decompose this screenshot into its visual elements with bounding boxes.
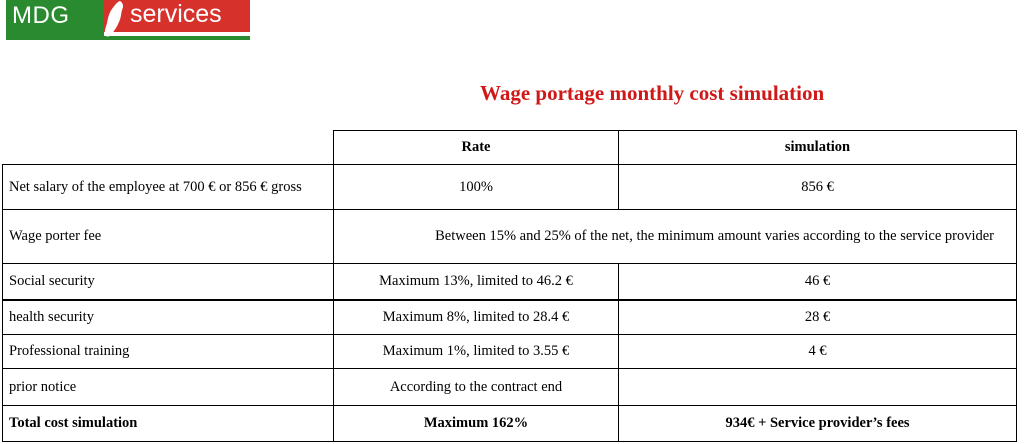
row-simulation: 28 € [619,300,1017,335]
table-row [3,369,1017,406]
total-simulation: 934€ + Service provider’s fees [619,406,1017,442]
row-label: prior notice [3,369,334,406]
header-rate: Rate [334,131,619,165]
row-simulation: 46 € [619,264,1017,300]
row-label: Social security [3,264,334,300]
row-rate: Maximum 8%, limited to 28.4 € [334,300,619,335]
row-simulation: 4 € [619,335,1017,369]
madagascar-map-icon [100,0,130,38]
row-simulation [619,369,1017,406]
table-row [3,335,1017,369]
mdg-services-logo [6,0,250,40]
row-rate: Maximum 13%, limited to 46.2 € [334,264,619,300]
total-rate: Maximum 162% [334,406,619,442]
row-rate: 100% [334,165,619,210]
table-header-row [3,131,1017,165]
row-rate: According to the contract end [334,369,619,406]
table-row [3,300,1017,335]
logo-services-text: services [130,0,222,28]
row-simulation: 856 € [619,165,1017,210]
total-label: Total cost simulation [3,406,334,442]
table-row [3,210,1017,264]
row-merged-description: Between 15% and 25% of the net, the minimum amount varies according to the service provider [334,210,1017,264]
table-row [3,264,1017,300]
row-label: Professional training [3,335,334,369]
row-rate: Maximum 1%, limited to 3.55 € [334,335,619,369]
logo-mdg-text: MDG [12,2,70,29]
header-simulation: simulation [619,131,1017,165]
table-total-row [3,406,1017,442]
row-label: Net salary of the employee at 700 € or 856 € gross [3,165,334,210]
header-blank-cell [3,131,334,165]
table-row [3,165,1017,210]
page-title: Wage portage monthly cost simulation [480,81,825,105]
row-label: health security [3,300,334,335]
cost-simulation-table [2,130,1017,442]
row-label: Wage porter fee [3,210,334,264]
